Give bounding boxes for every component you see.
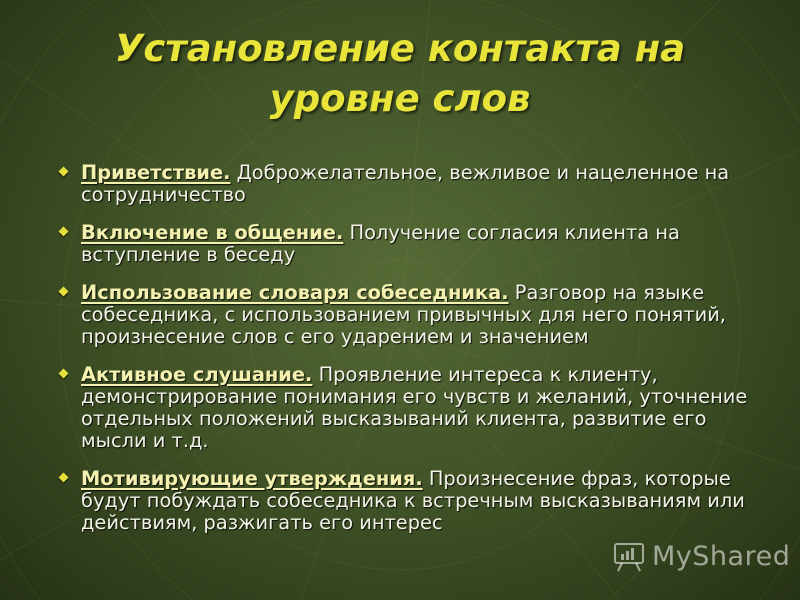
bullet-text: Получение согласия клиента на вступление в беседу	[81, 221, 680, 266]
bullet-text: Доброжелательное, вежливое и нацеленное на сотрудничество	[81, 161, 730, 206]
slide-title: Установление контакта на уровне слов	[114, 27, 686, 120]
bullet-text: Разговор на языке собеседника, с использованием привычных для него понятий, произнесение слов с его ударением и значением	[81, 281, 726, 348]
diamond-bullet-icon	[59, 287, 69, 297]
bullet-text: Произнесение фраз, которые будут побуждать собеседника к встречным высказываниям или действиям, разжигать его интерес	[81, 467, 745, 534]
bullet-term: Включение в общение.	[81, 221, 344, 244]
diamond-bullet-icon	[59, 473, 69, 483]
diamond-bullet-icon	[59, 227, 69, 237]
watermark-text: MyShared	[652, 540, 791, 572]
bullet-item-greeting	[58, 162, 768, 206]
bullet-item-vocabulary	[58, 282, 768, 348]
watermark	[612, 536, 790, 576]
bullet-item-active-listening	[58, 364, 768, 452]
bullet-text: Проявление интереса к клиенту, демонстрирование понимания его чувств и желаний, уточнение отдельных положений высказываний клиента, развитие его мысли и т.д.	[81, 363, 748, 452]
bullet-item-motivating	[58, 468, 768, 534]
presentation-board-icon	[612, 539, 646, 573]
bullet-item-engagement	[58, 222, 768, 266]
bullet-term: Использование словаря собеседника.	[81, 281, 509, 304]
bullet-list	[58, 162, 768, 534]
bullet-term: Активное слушание.	[81, 363, 313, 386]
bullet-term: Мотивирующие утверждения.	[81, 467, 423, 490]
diamond-bullet-icon	[59, 369, 69, 379]
bullet-term: Приветствие.	[81, 161, 231, 184]
diamond-bullet-icon	[59, 167, 69, 177]
